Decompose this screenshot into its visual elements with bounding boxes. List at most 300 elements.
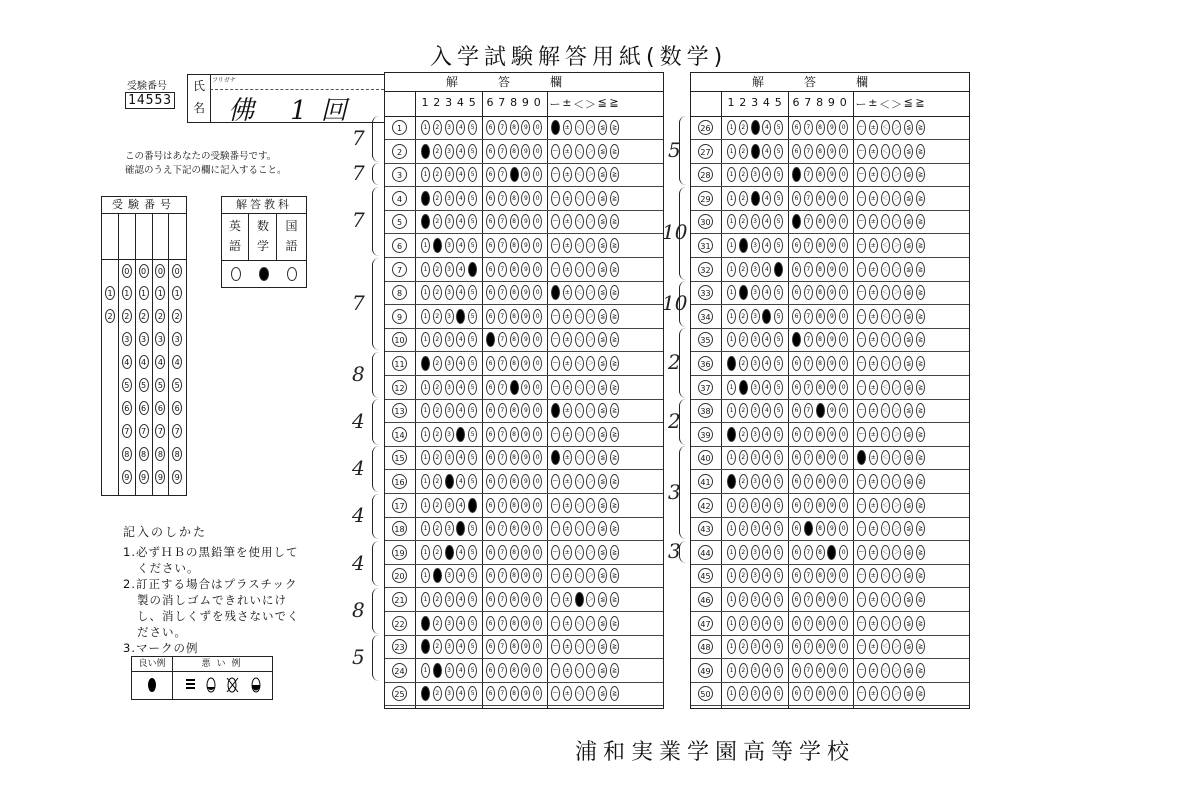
answer-bubble[interactable]: 9	[521, 427, 530, 442]
answer-bubble[interactable]: 4	[456, 262, 465, 277]
answer-bubble[interactable]: 3	[751, 356, 760, 371]
answer-bubble[interactable]: ±	[869, 309, 878, 324]
answer-bubble[interactable]: 7	[498, 427, 507, 442]
answer-bubble[interactable]: ー	[551, 356, 560, 371]
answer-bubble[interactable]: 9	[521, 545, 530, 560]
answer-bubble[interactable]: ±	[869, 639, 878, 654]
answer-bubble[interactable]: ±	[869, 545, 878, 560]
answer-bubble[interactable]: 0	[533, 262, 542, 277]
answer-bubble[interactable]: ≧	[916, 568, 925, 583]
answer-bubble[interactable]: ±	[869, 663, 878, 678]
answer-bubble[interactable]: ＞	[892, 474, 901, 489]
answer-bubble[interactable]: ー	[857, 356, 866, 371]
answer-bubble[interactable]: 0	[839, 120, 848, 135]
answer-bubble[interactable]: ≧	[916, 309, 925, 324]
answer-bubble[interactable]: 7	[498, 521, 507, 536]
exam-digit-bubble[interactable]: 0	[139, 264, 149, 278]
answer-bubble[interactable]: 7	[498, 663, 507, 678]
exam-digit-bubble[interactable]: 4	[155, 355, 165, 369]
answer-bubble[interactable]: ±	[869, 238, 878, 253]
answer-bubble[interactable]: 8	[816, 332, 825, 347]
answer-bubble[interactable]: ±	[563, 639, 572, 654]
answer-bubble[interactable]: 2	[433, 356, 442, 371]
answer-bubble[interactable]: 9	[521, 309, 530, 324]
answer-bubble[interactable]: ≦	[904, 356, 913, 371]
exam-digit-bubble[interactable]: 7	[139, 424, 149, 438]
answer-bubble[interactable]: 7	[804, 474, 813, 489]
answer-bubble[interactable]: ±	[869, 427, 878, 442]
answer-bubble[interactable]: ±	[563, 568, 572, 583]
answer-bubble[interactable]: 2	[739, 144, 748, 159]
answer-bubble[interactable]: 8	[816, 592, 825, 607]
answer-bubble[interactable]: 9	[521, 474, 530, 489]
answer-bubble[interactable]	[727, 356, 736, 371]
answer-bubble[interactable]: ≦	[598, 191, 607, 206]
answer-bubble[interactable]: ≦	[904, 214, 913, 229]
answer-bubble[interactable]	[762, 309, 771, 324]
answer-bubble[interactable]: ≦	[904, 380, 913, 395]
answer-bubble[interactable]: 6	[486, 639, 495, 654]
answer-bubble[interactable]: 7	[804, 144, 813, 159]
answer-bubble[interactable]: 6	[792, 686, 801, 701]
answer-bubble[interactable]: 2	[433, 380, 442, 395]
answer-bubble[interactable]: ≧	[610, 450, 619, 465]
answer-bubble[interactable]: 2	[433, 521, 442, 536]
answer-bubble[interactable]: 4	[762, 403, 771, 418]
answer-bubble[interactable]: 8	[816, 663, 825, 678]
answer-bubble[interactable]: ＜	[575, 616, 584, 631]
exam-digit-bubble[interactable]: 3	[172, 332, 182, 346]
answer-bubble[interactable]: 2	[433, 450, 442, 465]
answer-bubble[interactable]: 3	[445, 309, 454, 324]
answer-bubble[interactable]: ＞	[892, 427, 901, 442]
answer-bubble[interactable]: 5	[468, 214, 477, 229]
answer-bubble[interactable]: ー	[551, 262, 560, 277]
answer-bubble[interactable]: 7	[804, 568, 813, 583]
answer-bubble[interactable]: ≦	[598, 427, 607, 442]
answer-bubble[interactable]	[445, 545, 454, 560]
answer-bubble[interactable]: ±	[563, 686, 572, 701]
answer-bubble[interactable]: 0	[839, 568, 848, 583]
answer-bubble[interactable]: 4	[762, 545, 771, 560]
answer-bubble[interactable]: ー	[551, 639, 560, 654]
answer-bubble[interactable]: 5	[468, 545, 477, 560]
answer-bubble[interactable]: 7	[498, 167, 507, 182]
answer-bubble[interactable]: 0	[839, 686, 848, 701]
answer-bubble[interactable]: 6	[486, 356, 495, 371]
answer-bubble[interactable]: 3	[751, 592, 760, 607]
answer-bubble[interactable]: ≦	[598, 356, 607, 371]
answer-bubble[interactable]: ー	[857, 262, 866, 277]
answer-bubble[interactable]: 2	[433, 616, 442, 631]
answer-bubble[interactable]: 0	[839, 191, 848, 206]
exam-digit-bubble[interactable]: 2	[122, 309, 132, 323]
answer-bubble[interactable]: ＜	[575, 191, 584, 206]
answer-bubble[interactable]: 1	[421, 592, 430, 607]
answer-bubble[interactable]: 1	[421, 380, 430, 395]
answer-bubble[interactable]: ＞	[892, 214, 901, 229]
answer-bubble[interactable]: 6	[486, 214, 495, 229]
answer-bubble[interactable]: ≦	[598, 120, 607, 135]
answer-bubble[interactable]: ≦	[598, 521, 607, 536]
answer-bubble[interactable]: 4	[762, 639, 771, 654]
answer-bubble[interactable]: 1	[727, 498, 736, 513]
answer-bubble[interactable]: 7	[804, 616, 813, 631]
answer-bubble[interactable]: 0	[839, 214, 848, 229]
answer-bubble[interactable]: 0	[533, 144, 542, 159]
answer-bubble[interactable]: 9	[827, 616, 836, 631]
answer-bubble[interactable]: ≧	[916, 663, 925, 678]
exam-digit-bubble[interactable]: 1	[155, 286, 165, 300]
answer-bubble[interactable]: ≧	[610, 639, 619, 654]
answer-bubble[interactable]: ＞	[892, 309, 901, 324]
answer-bubble[interactable]: 5	[468, 450, 477, 465]
answer-bubble[interactable]: ≦	[598, 167, 607, 182]
answer-bubble[interactable]: ≧	[610, 545, 619, 560]
answer-bubble[interactable]: ≧	[610, 498, 619, 513]
answer-bubble[interactable]: 8	[816, 144, 825, 159]
answer-bubble[interactable]: 1	[727, 285, 736, 300]
answer-bubble[interactable]: ≦	[904, 403, 913, 418]
answer-bubble[interactable]: 3	[751, 498, 760, 513]
answer-bubble[interactable]: 1	[421, 332, 430, 347]
exam-digit-bubble[interactable]: 1	[172, 286, 182, 300]
answer-bubble[interactable]: 7	[804, 214, 813, 229]
answer-bubble[interactable]: ≦	[598, 616, 607, 631]
answer-bubble[interactable]: 1	[727, 686, 736, 701]
answer-bubble[interactable]	[421, 616, 430, 631]
answer-bubble[interactable]: ＞	[892, 285, 901, 300]
answer-bubble[interactable]	[739, 238, 748, 253]
answer-bubble[interactable]: 0	[533, 498, 542, 513]
answer-bubble[interactable]: 6	[486, 474, 495, 489]
answer-bubble[interactable]: 3	[751, 238, 760, 253]
answer-bubble[interactable]: 9	[521, 285, 530, 300]
answer-bubble[interactable]: ー	[551, 592, 560, 607]
answer-bubble[interactable]: 0	[533, 191, 542, 206]
answer-bubble[interactable]: ＞	[892, 262, 901, 277]
answer-bubble[interactable]: 8	[816, 450, 825, 465]
answer-bubble[interactable]: 3	[751, 380, 760, 395]
answer-bubble[interactable]: ー	[857, 403, 866, 418]
answer-bubble[interactable]: 0	[839, 545, 848, 560]
answer-bubble[interactable]: ＜	[881, 639, 890, 654]
answer-bubble[interactable]: 1	[727, 380, 736, 395]
answer-bubble[interactable]: 8	[510, 616, 519, 631]
answer-bubble[interactable]: ー	[551, 521, 560, 536]
exam-digit-bubble[interactable]: 9	[139, 470, 149, 484]
answer-bubble[interactable]: 7	[804, 309, 813, 324]
answer-bubble[interactable]: 8	[816, 616, 825, 631]
answer-bubble[interactable]: ー	[857, 427, 866, 442]
answer-bubble[interactable]: ≧	[916, 545, 925, 560]
answer-bubble[interactable]: 2	[433, 592, 442, 607]
exam-digit-bubble[interactable]: 8	[122, 447, 132, 461]
answer-bubble[interactable]: 7	[498, 191, 507, 206]
answer-bubble[interactable]: 4	[456, 639, 465, 654]
answer-bubble[interactable]: ＜	[881, 356, 890, 371]
answer-bubble[interactable]: 5	[468, 592, 477, 607]
answer-bubble[interactable]: 4	[762, 285, 771, 300]
answer-bubble[interactable]: ＞	[892, 663, 901, 678]
answer-bubble[interactable]: 0	[839, 663, 848, 678]
answer-bubble[interactable]: ±	[869, 474, 878, 489]
answer-bubble[interactable]: ≧	[610, 262, 619, 277]
answer-bubble[interactable]: 7	[498, 545, 507, 560]
answer-bubble[interactable]: ≦	[598, 592, 607, 607]
answer-bubble[interactable]: 0	[839, 285, 848, 300]
answer-bubble[interactable]: ＞	[892, 639, 901, 654]
answer-bubble[interactable]: 5	[774, 309, 783, 324]
answer-bubble[interactable]: 8	[510, 214, 519, 229]
answer-bubble[interactable]: 7	[804, 663, 813, 678]
answer-bubble[interactable]	[486, 332, 495, 347]
answer-bubble[interactable]: 7	[804, 285, 813, 300]
exam-digit-bubble[interactable]: 4	[139, 355, 149, 369]
answer-bubble[interactable]: ＞	[892, 332, 901, 347]
answer-bubble[interactable]: 9	[827, 639, 836, 654]
answer-bubble[interactable]: ≦	[598, 214, 607, 229]
answer-bubble[interactable]: 6	[486, 380, 495, 395]
answer-bubble[interactable]: 7	[498, 309, 507, 324]
answer-bubble[interactable]: 2	[739, 309, 748, 324]
answer-bubble[interactable]: 9	[521, 686, 530, 701]
answer-bubble[interactable]: 4	[762, 238, 771, 253]
answer-bubble[interactable]: 9	[521, 167, 530, 182]
answer-bubble[interactable]: 0	[533, 356, 542, 371]
answer-bubble[interactable]: ＜	[575, 663, 584, 678]
answer-bubble[interactable]: ＞	[586, 332, 595, 347]
answer-bubble[interactable]: 7	[498, 356, 507, 371]
answer-bubble[interactable]: ≦	[598, 403, 607, 418]
answer-bubble[interactable]: ≦	[598, 450, 607, 465]
answer-bubble[interactable]: 4	[762, 521, 771, 536]
answer-bubble[interactable]: 2	[739, 262, 748, 277]
answer-bubble[interactable]: 8	[816, 285, 825, 300]
answer-bubble[interactable]: 2	[739, 450, 748, 465]
answer-bubble[interactable]: 0	[533, 521, 542, 536]
answer-bubble[interactable]: 6	[486, 238, 495, 253]
answer-bubble[interactable]: 2	[433, 639, 442, 654]
answer-bubble[interactable]: ≦	[904, 285, 913, 300]
answer-bubble[interactable]: ±	[563, 403, 572, 418]
answer-bubble[interactable]: ≦	[904, 568, 913, 583]
answer-bubble[interactable]: 6	[792, 380, 801, 395]
answer-bubble[interactable]: ≦	[598, 686, 607, 701]
answer-bubble[interactable]: 8	[510, 262, 519, 277]
answer-bubble[interactable]: ＞	[586, 568, 595, 583]
answer-bubble[interactable]: ＜	[881, 450, 890, 465]
answer-bubble[interactable]: 2	[739, 639, 748, 654]
exam-digit-bubble[interactable]: 3	[155, 332, 165, 346]
answer-bubble[interactable]: 0	[839, 474, 848, 489]
answer-bubble[interactable]: 3	[445, 332, 454, 347]
answer-bubble[interactable]: 1	[421, 403, 430, 418]
answer-bubble[interactable]: 1	[727, 167, 736, 182]
answer-bubble[interactable]	[421, 191, 430, 206]
answer-bubble[interactable]: 2	[739, 356, 748, 371]
answer-bubble[interactable]: 0	[839, 309, 848, 324]
answer-bubble[interactable]: 2	[739, 403, 748, 418]
answer-bubble[interactable]: 7	[804, 120, 813, 135]
answer-bubble[interactable]: 9	[521, 498, 530, 513]
exam-digit-bubble[interactable]: 3	[139, 332, 149, 346]
answer-bubble[interactable]: ≦	[904, 498, 913, 513]
answer-bubble[interactable]: 1	[727, 309, 736, 324]
answer-bubble[interactable]: 7	[498, 498, 507, 513]
answer-bubble[interactable]: ＞	[892, 592, 901, 607]
answer-bubble[interactable]: 8	[816, 167, 825, 182]
answer-bubble[interactable]: 9	[827, 356, 836, 371]
answer-bubble[interactable]	[792, 167, 801, 182]
answer-bubble[interactable]: 4	[762, 686, 771, 701]
exam-digit-bubble[interactable]: 3	[122, 332, 132, 346]
answer-bubble[interactable]: ≧	[916, 498, 925, 513]
answer-bubble[interactable]: 1	[421, 521, 430, 536]
answer-bubble[interactable]: 0	[839, 262, 848, 277]
answer-bubble[interactable]: 6	[792, 191, 801, 206]
answer-bubble[interactable]: 9	[521, 120, 530, 135]
answer-bubble[interactable]: 8	[510, 592, 519, 607]
answer-bubble[interactable]: 6	[792, 616, 801, 631]
answer-bubble[interactable]: 0	[839, 450, 848, 465]
answer-bubble[interactable]	[727, 474, 736, 489]
answer-bubble[interactable]: 1	[727, 663, 736, 678]
answer-bubble[interactable]: 7	[498, 380, 507, 395]
answer-bubble[interactable]: 1	[727, 214, 736, 229]
answer-bubble[interactable]: 4	[456, 120, 465, 135]
answer-bubble[interactable]: 5	[774, 285, 783, 300]
exam-digit-bubble[interactable]: 5	[155, 378, 165, 392]
answer-bubble[interactable]: ±	[563, 285, 572, 300]
answer-bubble[interactable]: 2	[433, 403, 442, 418]
answer-bubble[interactable]: 3	[751, 309, 760, 324]
answer-bubble[interactable]: 1	[421, 120, 430, 135]
answer-bubble[interactable]: 9	[827, 568, 836, 583]
answer-bubble[interactable]: ＜	[575, 309, 584, 324]
answer-bubble[interactable]: 5	[774, 191, 783, 206]
answer-bubble[interactable]: 9	[521, 403, 530, 418]
exam-digit-bubble[interactable]: 2	[155, 309, 165, 323]
answer-bubble[interactable]: ≧	[916, 214, 925, 229]
answer-bubble[interactable]: ≧	[916, 167, 925, 182]
answer-bubble[interactable]: 3	[445, 686, 454, 701]
answer-bubble[interactable]: 0	[533, 167, 542, 182]
answer-bubble[interactable]: 3	[445, 167, 454, 182]
answer-bubble[interactable]: ＜	[575, 474, 584, 489]
answer-bubble[interactable]: 6	[486, 616, 495, 631]
answer-bubble[interactable]: 4	[762, 616, 771, 631]
answer-bubble[interactable]: 0	[533, 427, 542, 442]
answer-bubble[interactable]: 5	[774, 663, 783, 678]
answer-bubble[interactable]: 4	[456, 663, 465, 678]
answer-bubble[interactable]: 0	[533, 214, 542, 229]
answer-bubble[interactable]: 4	[762, 474, 771, 489]
answer-bubble[interactable]: 5	[774, 238, 783, 253]
answer-bubble[interactable]: ≧	[610, 403, 619, 418]
answer-bubble[interactable]: 9	[521, 521, 530, 536]
answer-bubble[interactable]: 0	[533, 686, 542, 701]
answer-bubble[interactable]: 6	[792, 545, 801, 560]
answer-bubble[interactable]: 5	[468, 191, 477, 206]
answer-bubble[interactable]: ≧	[916, 262, 925, 277]
answer-bubble[interactable]: 1	[421, 262, 430, 277]
answer-bubble[interactable]: ±	[869, 450, 878, 465]
answer-bubble[interactable]: ＜	[575, 332, 584, 347]
answer-bubble[interactable]: 1	[727, 545, 736, 560]
answer-bubble[interactable]: 4	[456, 474, 465, 489]
answer-bubble[interactable]: ＞	[586, 592, 595, 607]
answer-bubble[interactable]: 4	[456, 498, 465, 513]
exam-digit-bubble[interactable]: 9	[122, 470, 132, 484]
answer-bubble[interactable]: 9	[827, 144, 836, 159]
answer-bubble[interactable]: 6	[792, 309, 801, 324]
answer-bubble[interactable]: 3	[445, 616, 454, 631]
answer-bubble[interactable]: ー	[551, 616, 560, 631]
exam-digit-bubble[interactable]: 8	[172, 447, 182, 461]
answer-bubble[interactable]: 2	[739, 545, 748, 560]
answer-bubble[interactable]: 3	[751, 521, 760, 536]
answer-bubble[interactable]: 1	[727, 616, 736, 631]
answer-bubble[interactable]	[421, 686, 430, 701]
answer-bubble[interactable]: 8	[510, 686, 519, 701]
answer-bubble[interactable]: 3	[445, 521, 454, 536]
answer-bubble[interactable]: 8	[510, 403, 519, 418]
answer-bubble[interactable]: ±	[869, 616, 878, 631]
answer-bubble[interactable]: 2	[739, 474, 748, 489]
answer-bubble[interactable]: ±	[869, 380, 878, 395]
answer-bubble[interactable]: 7	[498, 568, 507, 583]
answer-bubble[interactable]: 4	[762, 568, 771, 583]
answer-bubble[interactable]: 5	[468, 663, 477, 678]
answer-bubble[interactable]	[433, 568, 442, 583]
answer-bubble[interactable]	[827, 545, 836, 560]
answer-bubble[interactable]: ー	[857, 568, 866, 583]
answer-bubble[interactable]: ≧	[916, 427, 925, 442]
answer-bubble[interactable]: ＜	[881, 498, 890, 513]
answer-bubble[interactable]: ＜	[881, 167, 890, 182]
answer-bubble[interactable]: ＜	[575, 380, 584, 395]
answer-bubble[interactable]: ≧	[610, 521, 619, 536]
answer-bubble[interactable]: ＜	[575, 545, 584, 560]
answer-bubble[interactable]: ±	[563, 167, 572, 182]
answer-bubble[interactable]: 8	[510, 120, 519, 135]
answer-bubble[interactable]: 0	[839, 427, 848, 442]
answer-bubble[interactable]: ＞	[892, 191, 901, 206]
answer-bubble[interactable]: 1	[421, 474, 430, 489]
answer-bubble[interactable]: 5	[774, 568, 783, 583]
answer-bubble[interactable]: 4	[762, 120, 771, 135]
answer-bubble[interactable]: ±	[563, 380, 572, 395]
answer-bubble[interactable]: ＜	[575, 639, 584, 654]
answer-bubble[interactable]: 2	[433, 332, 442, 347]
answer-bubble[interactable]: 8	[816, 498, 825, 513]
answer-bubble[interactable]: ＜	[881, 686, 890, 701]
answer-bubble[interactable]	[551, 403, 560, 418]
answer-bubble[interactable]: 8	[510, 474, 519, 489]
answer-bubble[interactable]: 8	[816, 309, 825, 324]
answer-bubble[interactable]: 3	[751, 332, 760, 347]
answer-bubble[interactable]: ＜	[881, 191, 890, 206]
answer-bubble[interactable]: ＞	[586, 663, 595, 678]
answer-bubble[interactable]: 6	[792, 474, 801, 489]
answer-bubble[interactable]: 4	[456, 167, 465, 182]
answer-bubble[interactable]: 6	[792, 663, 801, 678]
answer-bubble[interactable]: ＞	[586, 427, 595, 442]
answer-bubble[interactable]: ＜	[575, 356, 584, 371]
answer-bubble[interactable]: ＜	[575, 167, 584, 182]
answer-bubble[interactable]: 7	[498, 686, 507, 701]
